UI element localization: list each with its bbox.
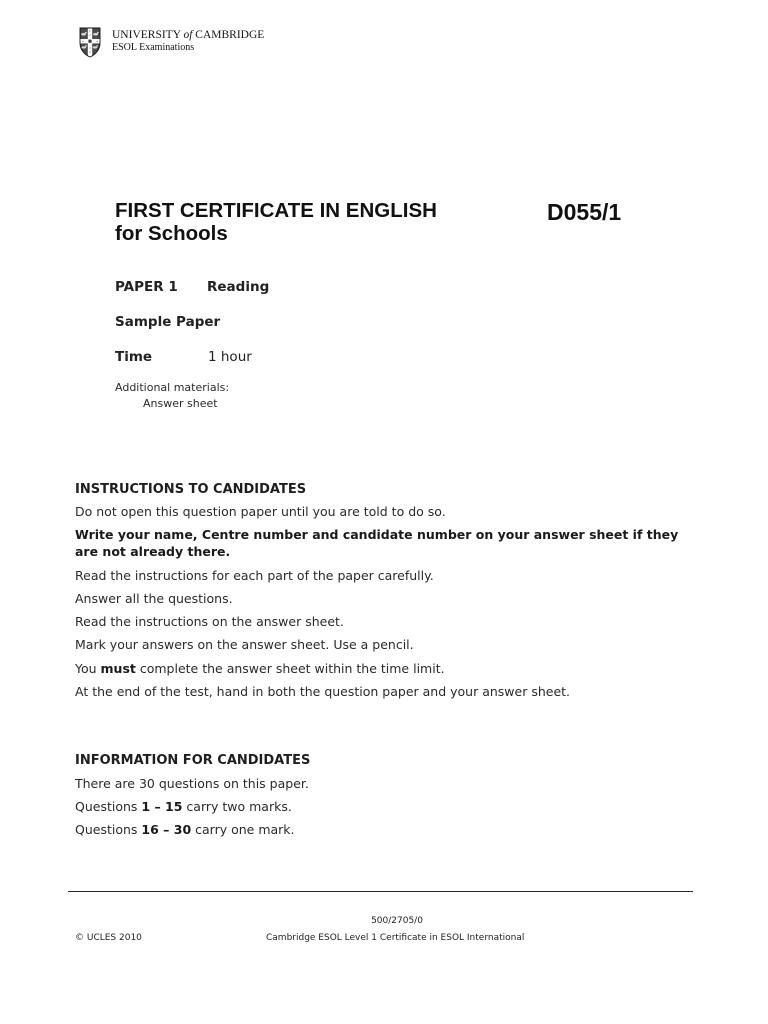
additional-materials-item: Answer sheet [143, 397, 218, 410]
sample-paper-label: Sample Paper [115, 314, 221, 330]
instruction-text: Read the instructions for each part of the paper carefully. [75, 567, 434, 583]
instructions-section [75, 481, 715, 706]
information-emphasis: 16 – 30 [141, 822, 192, 838]
information-item [75, 798, 715, 815]
information-section [75, 752, 715, 845]
instruction-item [75, 503, 715, 520]
footer-reference-number: 500/2705/0 [371, 916, 423, 926]
paper-name: Reading [207, 279, 270, 295]
information-text-after: carry two marks. [182, 798, 292, 814]
instruction-text: Mark your answers on the answer sheet. Use a pencil. [75, 637, 414, 653]
instruction-item [75, 567, 715, 584]
footer-qualification: Cambridge ESOL Level 1 Certificate in ESOL International [266, 933, 525, 943]
instruction-item [75, 590, 715, 607]
instruction-text-after: complete the answer sheet within the time limit. [135, 660, 445, 676]
logo-word-university: UNIVERSITY [112, 29, 181, 41]
instruction-text: At the end of the test, hand in both the question paper and your answer sheet. [75, 684, 571, 700]
logo-university-name [112, 29, 264, 42]
document-title [115, 199, 437, 245]
crest-book [88, 40, 91, 43]
title-line-1: FIRST CERTIFICATE IN ENGLISH [115, 199, 437, 222]
logo-word-of: of [183, 29, 193, 41]
instruction-item [75, 526, 690, 560]
instructions-heading: INSTRUCTIONS TO CANDIDATES [75, 482, 307, 497]
instruction-text: Do not open this question paper until you are told to do so. [75, 504, 446, 519]
instruction-emphasis: must [100, 660, 136, 676]
information-text: There are 30 questions on this paper. [75, 775, 309, 791]
paper-code: D055/1 [547, 199, 622, 225]
university-logo-text [112, 29, 264, 54]
instruction-item [75, 613, 715, 630]
instruction-text: Write your name, Centre number and candidate number on your answer sheet if they are not already there. [75, 527, 679, 560]
instruction-item [75, 636, 715, 653]
time-label: Time [115, 349, 153, 365]
information-item [75, 775, 715, 792]
information-item [75, 821, 715, 838]
instruction-text: Answer all the questions. [75, 590, 233, 606]
instruction-text: Read the instructions on the answer sheet. [75, 614, 344, 630]
information-text-before: Questions [75, 798, 142, 814]
instruction-item [75, 683, 715, 700]
title-line-2: for Schools [115, 222, 228, 245]
logo-word-cambridge: CAMBRIDGE [195, 29, 265, 41]
information-heading: INFORMATION FOR CANDIDATES [75, 752, 311, 768]
information-emphasis: 1 – 15 [141, 798, 183, 814]
footer-copyright: © UCLES 2010 [75, 933, 142, 943]
information-text-after: carry one mark. [191, 822, 295, 838]
instruction-text-before: You [75, 660, 101, 676]
paper-number-label: PAPER 1 [115, 279, 178, 295]
instruction-item [75, 660, 715, 677]
footer-divider [68, 891, 693, 892]
logo-subtitle: ESOL Examinations [112, 42, 195, 53]
information-text-before: Questions [75, 822, 142, 838]
university-crest-icon [79, 27, 101, 58]
additional-materials-label: Additional materials: [115, 381, 230, 394]
time-value: 1 hour [208, 349, 252, 365]
